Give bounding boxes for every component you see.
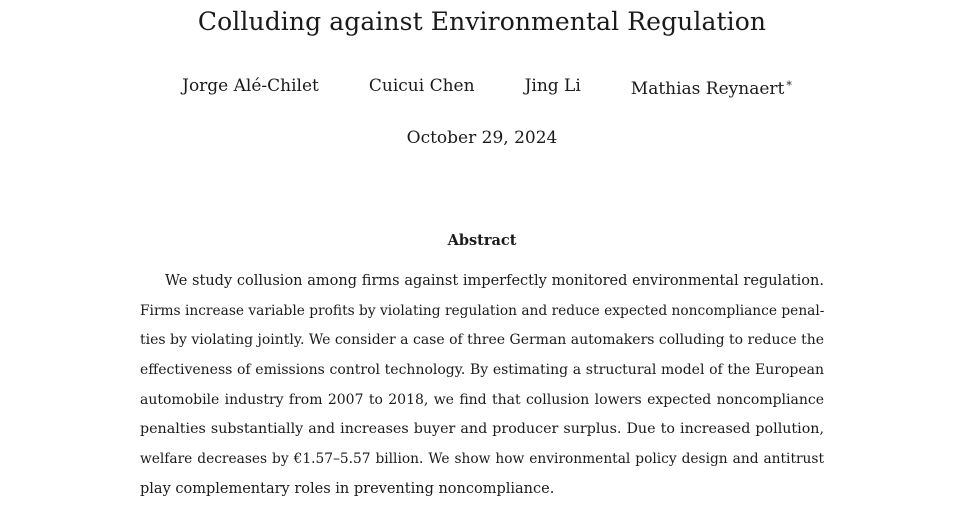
author-name-text: Jing Li (524, 76, 581, 96)
author-name-text: Mathias Reynaert (630, 79, 785, 99)
paper-title: Colluding against Environmental Regulation (197, 7, 767, 36)
paper-date: October 29, 2024 (406, 128, 558, 148)
author-name (525, 72, 581, 100)
abstract-line: penalties substantially and increases buyer and producer surplus. Due to increased pollution, (140, 421, 824, 438)
abstract-line: automobile industry from 2007 to 2018, we find that collusion lowers expected noncompliance (140, 391, 824, 408)
abstract-line: play complementary roles in preventing noncompliance. (140, 480, 555, 497)
abstract-heading: Abstract (447, 232, 517, 249)
author-name (631, 72, 792, 100)
footnote-mark: * (786, 79, 792, 92)
abstract-line: Firms increase variable profits by violating regulation and reduce expected noncompliance penal- (140, 302, 825, 319)
abstract-line: effectiveness of emissions control technology. By estimating a structural model of the European (140, 362, 824, 379)
author-name-text: Jorge Alé-Chilet (182, 76, 319, 96)
author-name (182, 72, 319, 100)
abstract-line: welfare decreases by €1.57–5.57 billion. We show how environmental policy design and antitrust (140, 451, 824, 468)
author-name-text: Cuicui Chen (368, 76, 475, 96)
abstract-body (140, 267, 824, 505)
abstract-line: ties by violating jointly. We consider a case of three German automakers colluding to reduce the (140, 332, 824, 349)
author-list (0, 72, 964, 100)
author-name (369, 72, 475, 100)
abstract-line: We study collusion among firms against imperfectly monitored environmental regulation. (165, 273, 824, 289)
